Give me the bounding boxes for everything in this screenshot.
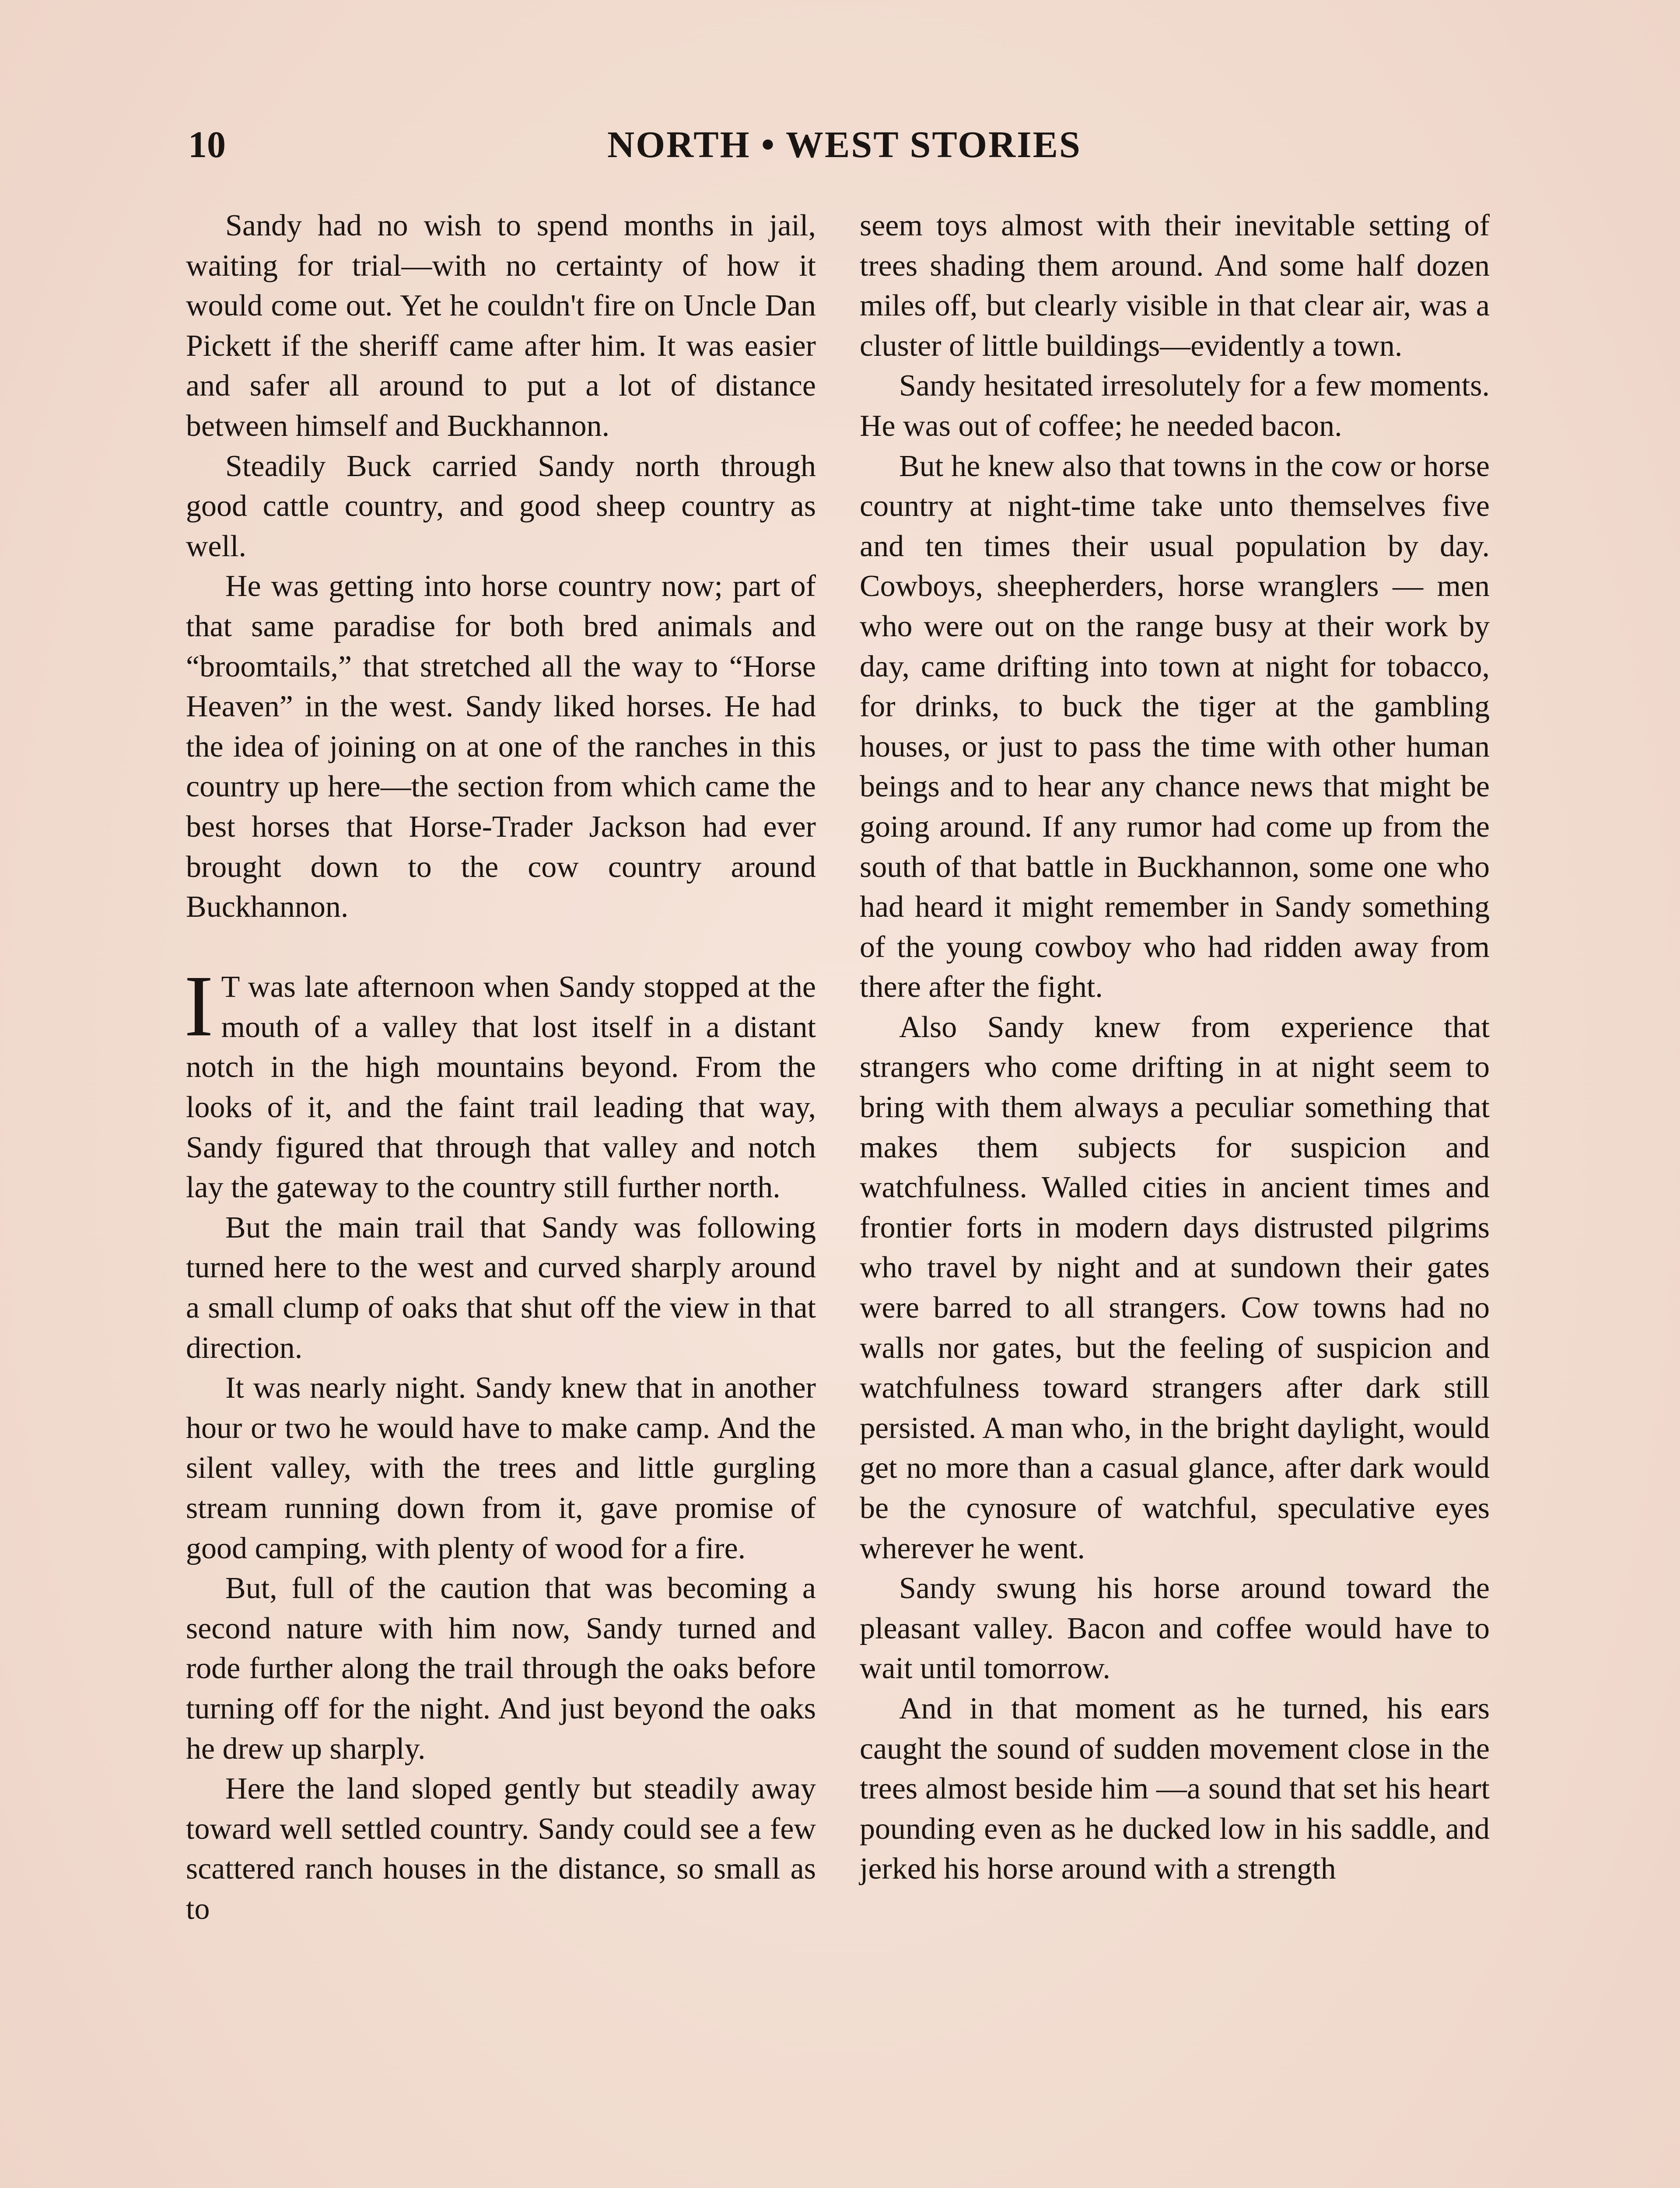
continuation-paragraph: seem toys almost with their inevitable setting of trees shading them around. And some half dozen miles off, but clearly visible in that clear air, was a cluster of little buildings—evidently a town. xyxy=(860,209,1490,363)
paragraph: He was getting into horse country now; part of that same paradise for both bred animals and “broomtails,” that stretched all the way to “Horse Heaven” in the west. Sandy liked horses. He had the idea of joining on at one of the ranches in this country up here—the section from which came the best horses that Horse-Trader Jackson had ever brought down to the cow country around Buckhannon. xyxy=(186,569,816,924)
paragraph: Sandy swung his horse around toward the pleasant valley. Bacon and coffee would have to wait until tomorrow. xyxy=(860,1571,1490,1686)
left-column xyxy=(186,206,816,1929)
drop-cap: I xyxy=(184,958,214,1055)
paragraph: And in that moment as he turned, his ears caught the sound of sudden movement close in the trees almost beside him —a sound that set his heart pounding even as he ducked low in his saddle, and jerked his horse around with a strength xyxy=(860,1691,1490,1886)
paragraph: Steadily Buck carried Sandy north through good cattle country, and good sheep country as well. xyxy=(186,449,816,563)
paragraph: Sandy hesitated irresolutely for a few moments. He was out of coffee; he needed bacon. xyxy=(860,369,1490,443)
page-header xyxy=(188,118,1501,171)
running-title: NORTH • WEST STORIES xyxy=(607,123,1082,165)
section-opening-text: T was late afternoon when Sandy stopped at the mouth of a valley that lost itself in a distant notch in the high mountains beyond. From the looks of it, and the faint trail leading that way, Sandy figured that through that valley and notch lay the gateway to the country still further north. xyxy=(186,970,816,1205)
right-column xyxy=(860,206,1490,1889)
section-opening-paragraph xyxy=(184,958,816,1208)
page-number: 10 xyxy=(188,123,226,165)
paragraph: But the main trail that Sandy was following turned here to the west and curved sharply around a small clump of oaks that shut off the view in that direction. xyxy=(186,1210,816,1365)
paragraph: It was nearly night. Sandy knew that in another hour or two he would have to make camp. And the silent valley, with the trees and little gurgling stream running down from it, gave promise of good camping, with plenty of wood for a fire. xyxy=(186,1371,816,1565)
paragraph: But, full of the caution that was becoming a second nature with him now, Sandy turned and rode further along the trail through the oaks before turning off for the night. And just beyond the oaks he drew up sharply. xyxy=(186,1571,816,1766)
paragraph: Here the land sloped gently but steadily away toward well settled country. Sandy could see a few scattered ranch houses in the distance, so small as to xyxy=(186,1772,816,1926)
paragraph: Also Sandy knew from experience that strangers who come drifting in at night seem to bring with them always a peculiar something that makes them subjects for suspicion and watchfulness. Walled cities in ancient times and frontier forts in modern days distrusted pilgrims who travel by night and at sundown their gates were barred to all strangers. Cow towns had no walls nor gates, but the feeling of suspicion and watchfulness toward strangers after dark still persisted. A man who, in the bright daylight, would get no more than a casual glance, after dark would be the cynosure of watchful, speculative eyes wherever he went. xyxy=(860,1010,1490,1565)
paragraph: Sandy had no wish to spend months in jail, waiting for trial—with no certainty of how it would come out. Yet he couldn't fire on Uncle Dan Pickett if the sheriff came after him. It was easier and safer all around to put a lot of distance between himself and Buckhannon. xyxy=(186,209,816,443)
paragraph: But he knew also that towns in the cow or horse country at night-time take unto themselves five and ten times their usual population by day. Cowboys, sheepherders, horse wranglers — men who were out on the range busy at their work by day, came drifting into town at night for tobacco, for drinks, to buck the tiger at the gambling houses, or just to pass the time with other human beings and to hear any chance news that might be going around. If any rumor had come up from the south of that battle in Buckhannon, some one who had heard it might remember in Sandy something of the young cowboy who had ridden away from there after the fight. xyxy=(860,449,1490,1004)
